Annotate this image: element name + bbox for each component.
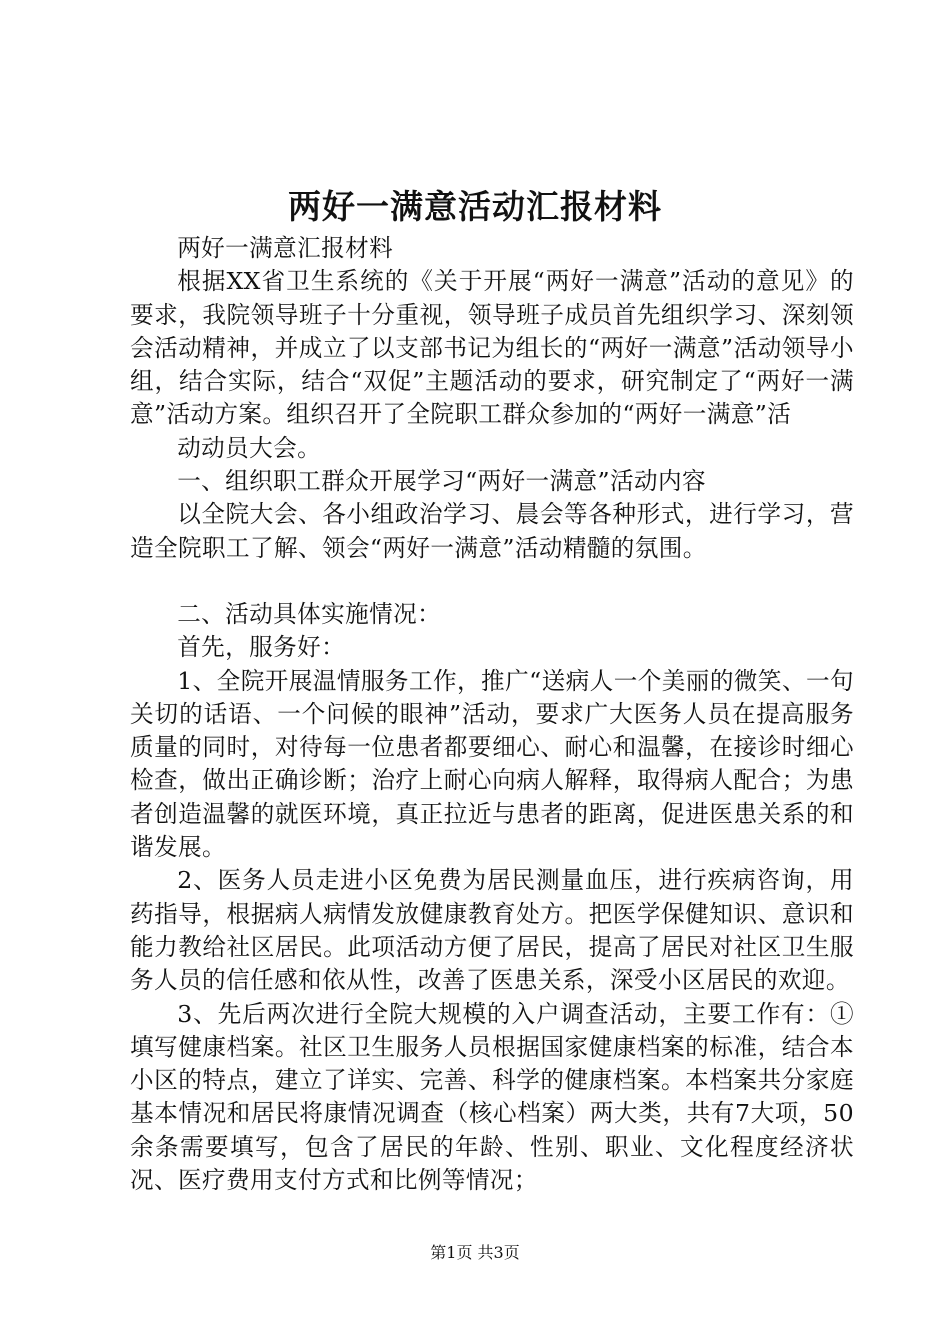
intro-continuation-paragraph: 动动员大会。 <box>177 433 322 462</box>
item-3-paragraph: 3、先后两次进行全院大规模的入户调查活动，主要工作有：①填写健康档案。社区卫生服务人员根据国家健康档案的标准，结合本小区的特点，建立了详实、完善、科学的健康档案。本档案共分家庭基本情况和居民将康情况调查（核心档案）两大类，共有7大项，50余条需要填写，包含了居民的年龄、性别、职业、文化程度经济状况、医疗费用支付方式和比例等情况； <box>130 999 854 1195</box>
subsection-heading: 首先，服务好： <box>177 633 346 662</box>
section-1-paragraph: 以全院大会、各小组政治学习、晨会等各种形式，进行学习，营造全院职工了解、领会“两好一满意”活动精髓的氛围。 <box>130 500 854 562</box>
page-number: 第1页 共3页 <box>430 1243 520 1262</box>
document-title: 两好一满意活动汇报材料 <box>288 187 662 226</box>
document-body <box>130 232 854 1197</box>
item-1-paragraph: 1、全院开展温情服务工作，推广“送病人一个美丽的微笑、一句关切的话语、一个问候的眼神”活动，要求广大医务人员在提高服务质量的同时，对待每一位患者都要细心、耐心和温馨，在接诊时细心检查，做出正确诊断；治疗上耐心向病人解释，取得病人配合；为患者创造温馨的就医环境，真正拉近与患者的距离，促进医患关系的和谐发展。 <box>130 666 854 862</box>
item-2-paragraph: 2、医务人员走进小区免费为居民测量血压，进行疾病咨询，用药指导，根据病人病情发放健康教育处方。把医学保健知识、意识和能力教给社区居民。此项活动方便了居民，提高了居民对社区卫生服务人员的信任感和依从性，改善了医患关系，深受小区居民的欢迎。 <box>130 866 854 995</box>
section-2-heading: 二、活动具体实施情况： <box>177 599 442 628</box>
subtitle-paragraph: 两好一满意汇报材料 <box>177 234 394 262</box>
intro-paragraph: 根据XX省卫生系统的《关于开展“两好一满意”活动的意见》的要求，我院领导班子十分重视，领导班子成员首先组织学习、深刻领会活动精神，并成立了以支部书记为组长的“两好一满意”活动领导小组，结合实际，结合“双促”主题活动的要求，研究制定了“两好一满意”活动方案。组织召开了全院职工群众参加的“两好一满意”活 <box>130 267 854 429</box>
section-1-heading: 一、组织职工群众开展学习“两好一满意”活动内容 <box>177 467 706 496</box>
